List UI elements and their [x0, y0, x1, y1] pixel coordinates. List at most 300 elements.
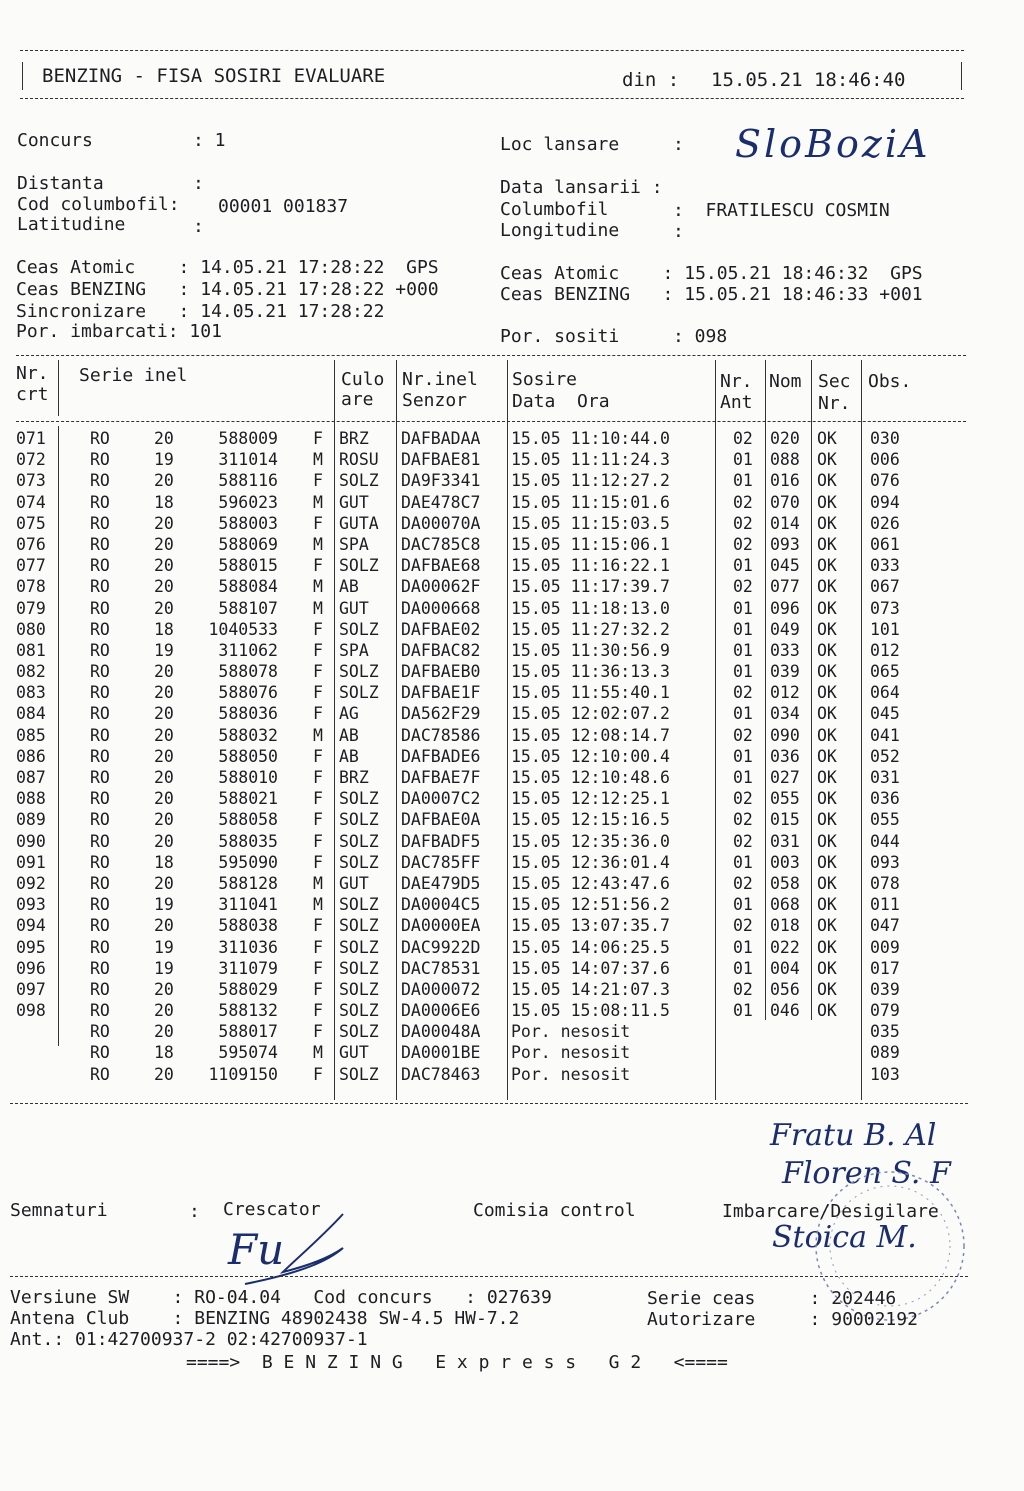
row-nom: 093	[770, 534, 800, 554]
row-arrival: 15.05 14:06:25.5	[511, 937, 670, 957]
row-obs: 039	[870, 979, 900, 999]
row-color: GUT	[339, 492, 369, 512]
row-country: RO	[90, 534, 110, 554]
row-arrival: 15.05 12:02:07.2	[511, 704, 670, 724]
row-obs: 033	[870, 556, 900, 576]
row-sensor-ring: DA0004C5	[401, 895, 481, 915]
row-ring-number: 588116	[218, 471, 278, 491]
row-ring-number: 588015	[218, 556, 278, 576]
header-nrinel-2: Senzor	[402, 390, 468, 411]
row-antenna: 02	[733, 873, 753, 893]
row-year: 18	[154, 619, 174, 639]
row-nom: 068	[770, 895, 800, 915]
row-nr: 090	[16, 831, 46, 851]
row-country: RO	[90, 789, 110, 809]
row-sensor-ring: DAFBAE7F	[401, 768, 481, 787]
row-security: OK	[817, 916, 837, 936]
por-sositi-value: : 098	[673, 326, 728, 347]
table-row	[0, 788, 1024, 809]
row-country: RO	[90, 810, 110, 830]
row-sensor-ring: DAE478C7	[401, 492, 481, 512]
row-nr: 072	[16, 450, 46, 470]
row-sensor-ring: DAFBAE0A	[401, 810, 481, 830]
row-nr: 073	[16, 471, 46, 491]
row-security: OK	[817, 450, 837, 470]
row-color: SPA	[339, 640, 369, 660]
comisia-control-label: Comisia control	[473, 1200, 636, 1221]
row-sex: F	[313, 979, 323, 999]
row-color: SOLZ	[339, 789, 379, 809]
row-nr: 089	[16, 810, 46, 830]
row-security: OK	[817, 471, 837, 491]
row-nom: 077	[770, 577, 800, 597]
antena-club: Antena Club : BENZING 48902438 SW-4.5 HW-7.2	[10, 1308, 520, 1329]
row-sex: M	[313, 1043, 323, 1063]
row-nr: 079	[16, 598, 46, 618]
row-country: RO	[90, 662, 110, 682]
row-color: AG	[339, 704, 359, 724]
row-sensor-ring: DA562F29	[401, 704, 481, 724]
row-ring-number: 588032	[218, 725, 278, 745]
header-sec-2: Nr.	[818, 393, 851, 414]
row-nr: 071	[16, 429, 46, 448]
columbofil-value: : FRATILESCU COSMIN	[673, 200, 890, 221]
distanta-sep: :	[193, 173, 204, 194]
row-security: OK	[817, 768, 837, 787]
table-row	[0, 1000, 1024, 1021]
row-ring-number: 588029	[218, 979, 278, 999]
row-ring-number: 588009	[218, 429, 278, 448]
row-nr: 084	[16, 704, 46, 724]
row-nr: 083	[16, 683, 46, 703]
header-culoare-2: are	[341, 389, 374, 410]
row-sensor-ring: DA0001BE	[401, 1043, 481, 1063]
row-nom: 096	[770, 598, 800, 618]
row-sex: F	[313, 852, 323, 872]
header-crt: crt	[16, 384, 49, 405]
table-row	[0, 513, 1024, 534]
signature-middle: Floren S. F	[782, 1156, 951, 1191]
row-antenna: 01	[733, 619, 753, 639]
row-year: 20	[154, 513, 174, 533]
row-sensor-ring: DA00070A	[401, 513, 481, 533]
row-arrival: 15.05 14:21:07.3	[511, 979, 670, 999]
row-ring-number: 588017	[218, 1022, 278, 1042]
row-country: RO	[90, 471, 110, 491]
row-color: SOLZ	[339, 810, 379, 830]
row-antenna: 02	[733, 513, 753, 533]
row-antenna: 01	[733, 598, 753, 618]
row-year: 18	[154, 492, 174, 512]
row-antenna: 01	[733, 958, 753, 978]
table-row	[0, 894, 1024, 915]
row-security: OK	[817, 598, 837, 618]
row-antenna: 01	[733, 556, 753, 576]
row-sex: M	[313, 598, 323, 618]
row-color: SOLZ	[339, 916, 379, 936]
row-year: 20	[154, 789, 174, 809]
row-security: OK	[817, 937, 837, 957]
latitudine-label: Latitudine	[17, 214, 126, 235]
por-imbarcati: Por. imbarcati: 101	[16, 321, 222, 342]
row-obs: 079	[870, 1001, 900, 1021]
por-sositi-label: Por. sositi	[500, 326, 620, 347]
left-clock-benzing: Ceas BENZING : 14.05.21 17:28:22 +000	[16, 279, 439, 300]
row-arrival: Por. nesosit	[511, 1022, 631, 1042]
row-country: RO	[90, 852, 110, 872]
row-nr: 095	[16, 937, 46, 957]
row-arrival: 15.05 11:17:39.7	[511, 577, 670, 597]
row-year: 20	[154, 746, 174, 766]
row-security: OK	[817, 746, 837, 766]
row-year: 20	[154, 810, 174, 830]
row-arrival: 15.05 11:10:44.0	[511, 429, 670, 448]
row-sensor-ring: DAC785C8	[401, 534, 481, 554]
columbofil-label: Columbofil	[500, 199, 609, 220]
row-obs: 026	[870, 513, 900, 533]
row-antenna: 01	[733, 640, 753, 660]
row-security: OK	[817, 429, 837, 448]
row-antenna: 01	[733, 768, 753, 787]
row-sensor-ring: DAFBAE02	[401, 619, 481, 639]
row-ring-number: 588076	[218, 683, 278, 703]
row-antenna: 01	[733, 852, 753, 872]
row-color: BRZ	[339, 429, 369, 448]
row-security: OK	[817, 662, 837, 682]
header-culoare-1: Culo	[341, 369, 385, 390]
row-nr: 082	[16, 662, 46, 682]
autorizare: Autorizare : 90002192	[647, 1309, 918, 1330]
row-sex: F	[313, 916, 323, 936]
row-ring-number: 1109150	[208, 1064, 278, 1084]
table-row	[0, 852, 1024, 873]
row-obs: 089	[870, 1043, 900, 1063]
date-label: din :	[622, 69, 680, 91]
row-color: SOLZ	[339, 937, 379, 957]
row-color: ROSU	[339, 450, 379, 470]
row-year: 19	[154, 937, 174, 957]
date-value: 15.05.21 18:46:40	[711, 69, 906, 91]
table-row	[0, 555, 1024, 576]
row-nom: 036	[770, 746, 800, 766]
row-sensor-ring: DA000072	[401, 979, 481, 999]
row-country: RO	[90, 450, 110, 470]
row-country: RO	[90, 556, 110, 576]
row-antenna: 01	[733, 746, 753, 766]
row-color: SOLZ	[339, 1001, 379, 1021]
row-antenna: 01	[733, 937, 753, 957]
row-nr: 098	[16, 1001, 46, 1021]
row-sensor-ring: DAFBAE81	[401, 450, 481, 470]
row-obs: 012	[870, 640, 900, 660]
row-nom: 039	[770, 662, 800, 682]
concurs-value: : 1	[193, 130, 226, 151]
cod-columbofil-label: Cod columbofil:	[17, 194, 180, 215]
row-security: OK	[817, 958, 837, 978]
row-year: 20	[154, 471, 174, 491]
row-ring-number: 588050	[218, 746, 278, 766]
row-obs: 061	[870, 534, 900, 554]
table-row	[0, 1021, 1024, 1042]
crescator-signature: Fu	[228, 1225, 285, 1274]
row-security: OK	[817, 556, 837, 576]
row-arrival: 15.05 11:30:56.9	[511, 640, 670, 660]
row-year: 20	[154, 577, 174, 597]
table-row	[0, 725, 1024, 746]
table-top-rule	[16, 355, 966, 356]
row-nom: 088	[770, 450, 800, 470]
row-arrival: 15.05 11:55:40.1	[511, 683, 670, 703]
table-row	[0, 492, 1024, 513]
row-nom: 015	[770, 810, 800, 830]
row-year: 19	[154, 640, 174, 660]
row-antenna: 01	[733, 1001, 753, 1021]
row-year: 20	[154, 556, 174, 576]
row-color: SOLZ	[339, 1064, 379, 1084]
row-arrival: 15.05 11:15:03.5	[511, 513, 670, 533]
row-nr: 078	[16, 577, 46, 597]
row-country: RO	[90, 725, 110, 745]
row-ring-number: 588021	[218, 789, 278, 809]
table-row	[0, 428, 1024, 449]
row-country: RO	[90, 619, 110, 639]
row-year: 20	[154, 534, 174, 554]
table-row	[0, 598, 1024, 619]
row-sensor-ring: DAFBAC82	[401, 640, 481, 660]
row-arrival: 15.05 12:35:36.0	[511, 831, 670, 851]
row-arrival: 15.05 12:51:56.2	[511, 895, 670, 915]
row-security: OK	[817, 873, 837, 893]
row-nr: 085	[16, 725, 46, 745]
row-obs: 052	[870, 746, 900, 766]
row-arrival: 15.05 12:10:48.6	[511, 768, 670, 787]
row-sensor-ring: DAC78463	[401, 1064, 481, 1084]
row-nom: 004	[770, 958, 800, 978]
row-antenna: 02	[733, 916, 753, 936]
row-year: 19	[154, 450, 174, 470]
row-antenna: 01	[733, 662, 753, 682]
concurs-label: Concurs	[17, 130, 93, 151]
row-security: OK	[817, 492, 837, 512]
row-ring-number: 311014	[218, 450, 278, 470]
row-nr: 074	[16, 492, 46, 512]
row-country: RO	[90, 1022, 110, 1042]
header-sosire-1: Sosire	[512, 369, 578, 390]
row-color: GUTA	[339, 513, 379, 533]
row-year: 18	[154, 852, 174, 872]
row-obs: 076	[870, 471, 900, 491]
table-header-rule	[16, 421, 966, 422]
signature-top: Fratu B. Al	[770, 1118, 937, 1153]
row-color: AB	[339, 725, 359, 745]
right-clock-benzing: Ceas BENZING : 15.05.21 18:46:33 +001	[500, 284, 923, 305]
row-year: 20	[154, 873, 174, 893]
row-obs: 094	[870, 492, 900, 512]
table-row	[0, 958, 1024, 979]
table-row	[0, 661, 1024, 682]
row-arrival: 15.05 11:36:13.3	[511, 662, 670, 682]
row-nr: 081	[16, 640, 46, 660]
row-ring-number: 595074	[218, 1043, 278, 1063]
row-obs: 073	[870, 598, 900, 618]
row-obs: 035	[870, 1022, 900, 1042]
row-obs: 103	[870, 1064, 900, 1084]
row-arrival: 15.05 12:43:47.6	[511, 873, 670, 893]
row-country: RO	[90, 429, 110, 448]
row-sex: F	[313, 640, 323, 660]
imbarcare-label: Imbarcare/Desigilare	[722, 1201, 939, 1222]
row-color: GUT	[339, 873, 369, 893]
row-nom: 003	[770, 852, 800, 872]
row-ring-number: 588084	[218, 577, 278, 597]
row-year: 20	[154, 683, 174, 703]
row-ring-number: 588078	[218, 662, 278, 682]
row-sex: F	[313, 810, 323, 830]
row-obs: 006	[870, 450, 900, 470]
row-security: OK	[817, 979, 837, 999]
row-security: OK	[817, 810, 837, 830]
semnaturi-sep: :	[189, 1201, 200, 1222]
row-nom: 090	[770, 725, 800, 745]
loc-lansare-handwritten: SloBoziA	[735, 122, 931, 166]
row-color: SOLZ	[339, 619, 379, 639]
row-sex: F	[313, 937, 323, 957]
row-nr: 092	[16, 873, 46, 893]
row-ring-number: 596023	[218, 492, 278, 512]
row-country: RO	[90, 768, 110, 787]
row-arrival: 15.05 15:08:11.5	[511, 1001, 670, 1021]
row-year: 20	[154, 662, 174, 682]
table-row	[0, 979, 1024, 1000]
table-row	[0, 619, 1024, 640]
row-year: 19	[154, 895, 174, 915]
table-row	[0, 682, 1024, 703]
row-security: OK	[817, 831, 837, 851]
table-row	[0, 534, 1024, 555]
row-security: OK	[817, 704, 837, 724]
row-country: RO	[90, 746, 110, 766]
row-sex: M	[313, 725, 323, 745]
row-nom: 018	[770, 916, 800, 936]
row-nom: 020	[770, 429, 800, 448]
row-arrival: Por. nesosit	[511, 1064, 631, 1084]
row-obs: 017	[870, 958, 900, 978]
table-row	[0, 831, 1024, 852]
row-sex: F	[313, 704, 323, 724]
row-nom: 033	[770, 640, 800, 660]
row-ring-number: 588107	[218, 598, 278, 618]
row-obs: 065	[870, 662, 900, 682]
table-row	[0, 449, 1024, 470]
table-row	[0, 703, 1024, 724]
row-year: 20	[154, 916, 174, 936]
row-obs: 064	[870, 683, 900, 703]
row-nr: 096	[16, 958, 46, 978]
row-country: RO	[90, 873, 110, 893]
crescator-label: Crescator	[223, 1199, 321, 1220]
row-arrival: 15.05 12:08:14.7	[511, 725, 670, 745]
row-obs: 055	[870, 810, 900, 830]
data-lansarii-label: Data lansarii :	[500, 177, 663, 198]
versiune-sw: Versiune SW : RO-04.04 Cod concurs : 027639	[10, 1287, 552, 1308]
row-sensor-ring: DA00048A	[401, 1022, 481, 1042]
row-sensor-ring: DAFBADAA	[401, 429, 481, 448]
row-ring-number: 588132	[218, 1001, 278, 1021]
footer-rule	[10, 1276, 968, 1277]
row-arrival: 15.05 12:15:16.5	[511, 810, 670, 830]
row-arrival: 15.05 12:12:25.1	[511, 789, 670, 809]
row-nr: 077	[16, 556, 46, 576]
row-country: RO	[90, 1001, 110, 1021]
row-color: GUT	[339, 1043, 369, 1063]
row-color: SOLZ	[339, 895, 379, 915]
row-obs: 031	[870, 768, 900, 787]
row-sex: M	[313, 577, 323, 597]
row-obs: 041	[870, 725, 900, 745]
row-sensor-ring: DA00062F	[401, 577, 481, 597]
row-nr: 091	[16, 852, 46, 872]
row-security: OK	[817, 640, 837, 660]
row-obs: 045	[870, 704, 900, 724]
row-antenna: 02	[733, 577, 753, 597]
signature-bottom: Stoica M.	[772, 1220, 917, 1255]
row-country: RO	[90, 958, 110, 978]
row-antenna: 02	[733, 810, 753, 830]
row-country: RO	[90, 937, 110, 957]
row-nr: 087	[16, 768, 46, 787]
row-nom: 058	[770, 873, 800, 893]
row-ring-number: 588069	[218, 534, 278, 554]
row-arrival: 15.05 11:16:22.1	[511, 556, 670, 576]
row-security: OK	[817, 534, 837, 554]
row-nr: 097	[16, 979, 46, 999]
header-serie: Serie inel	[79, 365, 188, 386]
table-row	[0, 470, 1024, 491]
row-sensor-ring: DA0006E6	[401, 1001, 481, 1021]
row-arrival: 15.05 12:10:00.4	[511, 746, 670, 766]
row-obs: 101	[870, 619, 900, 639]
row-country: RO	[90, 513, 110, 533]
row-antenna: 02	[733, 831, 753, 851]
row-color: SOLZ	[339, 662, 379, 682]
row-color: SOLZ	[339, 683, 379, 703]
row-sex: F	[313, 619, 323, 639]
row-ring-number: 1040533	[208, 619, 278, 639]
table-row	[0, 873, 1024, 894]
row-security: OK	[817, 577, 837, 597]
row-nr: 093	[16, 895, 46, 915]
row-ring-number: 311079	[218, 958, 278, 978]
row-color: GUT	[339, 598, 369, 618]
row-ring-number: 311036	[218, 937, 278, 957]
row-obs: 009	[870, 937, 900, 957]
row-sex: F	[313, 789, 323, 809]
row-sensor-ring: DAFBAE68	[401, 556, 481, 576]
row-sex: F	[313, 768, 323, 787]
row-nr: 086	[16, 746, 46, 766]
table-row	[0, 640, 1024, 661]
row-ring-number: 588058	[218, 810, 278, 830]
row-nom: 045	[770, 556, 800, 576]
row-arrival: 15.05 11:15:06.1	[511, 534, 670, 554]
row-sex: F	[313, 1064, 323, 1084]
header-right-border	[961, 62, 962, 90]
row-year: 20	[154, 831, 174, 851]
row-year: 20	[154, 429, 174, 448]
row-ring-number: 588036	[218, 704, 278, 724]
table-row	[0, 1064, 1024, 1085]
header-left-border	[22, 62, 23, 90]
